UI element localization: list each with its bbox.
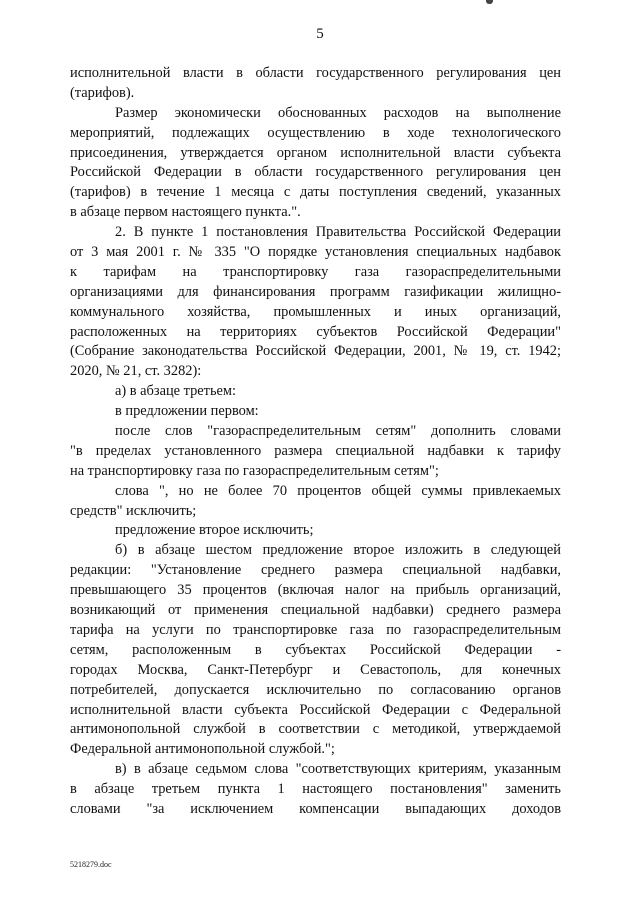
text-line: б) в абзаце шестом предложение второе изложить в следующей xyxy=(115,542,561,559)
text-line: (тарифов) в течение 1 месяца с даты поступления сведений, указанных xyxy=(70,184,561,201)
document-body xyxy=(70,64,561,820)
text-line: антимонопольной службой в соответствии с методикой, утверждаемой xyxy=(70,721,561,738)
page-number: 5 xyxy=(316,26,324,42)
text-line: превышающего 35 процентов (включая налог на прибыль организаций, xyxy=(70,582,561,599)
document-footer-code: 5218279.doc xyxy=(70,860,112,869)
text-line: Российской Федерации в области государственного регулирования цен xyxy=(70,164,561,181)
text-line: расположенных на территориях субъектов Российской Федерации" xyxy=(70,323,561,340)
text-line: к тарифам на транспортировку газа газораспределительными xyxy=(70,263,561,280)
text-line: словами "за исключением компенсации выпадающих доходов xyxy=(70,800,561,817)
text-line: 2020, № 21, ст. 3282): xyxy=(70,363,202,380)
text-line: тарифа на услуги по транспортировке газа по газораспределительным xyxy=(70,621,561,638)
text-line: присоединения, утверждается органом исполнительной власти субъекта xyxy=(70,144,561,161)
text-line: слова ", но не более 70 процентов общей суммы привлекаемых xyxy=(115,482,561,499)
text-line: Размер экономически обоснованных расходов на выполнение xyxy=(115,104,561,121)
text-line: средств" исключить; xyxy=(70,502,197,519)
text-line: организациями для финансирования программ газификации жилищно- xyxy=(70,283,561,300)
text-line: исполнительной власти субъекта Российской Федерации с Федеральной xyxy=(70,701,561,718)
text-line: "в пределах установленного размера специальной надбавки к тарифу xyxy=(70,442,561,459)
text-line: 2. В пункте 1 постановления Правительства Российской Федерации xyxy=(115,224,561,241)
text-line: мероприятий, подлежащих осуществлению в ходе технологического xyxy=(70,124,561,141)
text-line: после слов "газораспределительным сетям" дополнить словами xyxy=(115,423,561,440)
text-line: в абзаце первом настоящего пункта.". xyxy=(70,204,301,221)
text-line: исполнительной власти в области государственного регулирования цен xyxy=(70,65,561,81)
text-line: (Собрание законодательства Российской Федерации, 2001, № 19, ст. 1942; xyxy=(70,343,561,360)
text-line: потребителей, допускается исключительно по согласованию органов xyxy=(70,681,561,698)
text-line: городах Москва, Санкт-Петербург и Севастополь, для конечных xyxy=(70,661,561,678)
text-line: в) в абзаце седьмом слова "соответствующих критериям, указанным xyxy=(115,761,561,778)
text-line: (тарифов). xyxy=(70,84,135,101)
text-line: предложение второе исключить; xyxy=(115,522,314,539)
text-line: редакции: "Установление среднего размера специальной надбавки, xyxy=(70,562,561,579)
text-line: коммунального хозяйства, промышленных и иных организаций, xyxy=(70,303,561,320)
text-line: а) в абзаце третьем: xyxy=(115,383,237,400)
text-line: сетям, расположенным в субъектах Российской Федерации - xyxy=(70,641,561,658)
text-line: на транспортировку газа по газораспределительным сетям"; xyxy=(70,462,439,479)
text-line: возникающий от применения специальной надбавки) среднего размера xyxy=(70,602,561,619)
scan-artifact xyxy=(486,0,493,4)
text-line: в предложении первом: xyxy=(115,403,259,420)
text-line: в абзаце третьем пункта 1 настоящего постановления" заменить xyxy=(70,781,561,798)
text-line: от 3 мая 2001 г. № 335 "О порядке установления специальных надбавок xyxy=(70,244,561,261)
text-line: Федеральной антимонопольной службой."; xyxy=(70,741,335,758)
